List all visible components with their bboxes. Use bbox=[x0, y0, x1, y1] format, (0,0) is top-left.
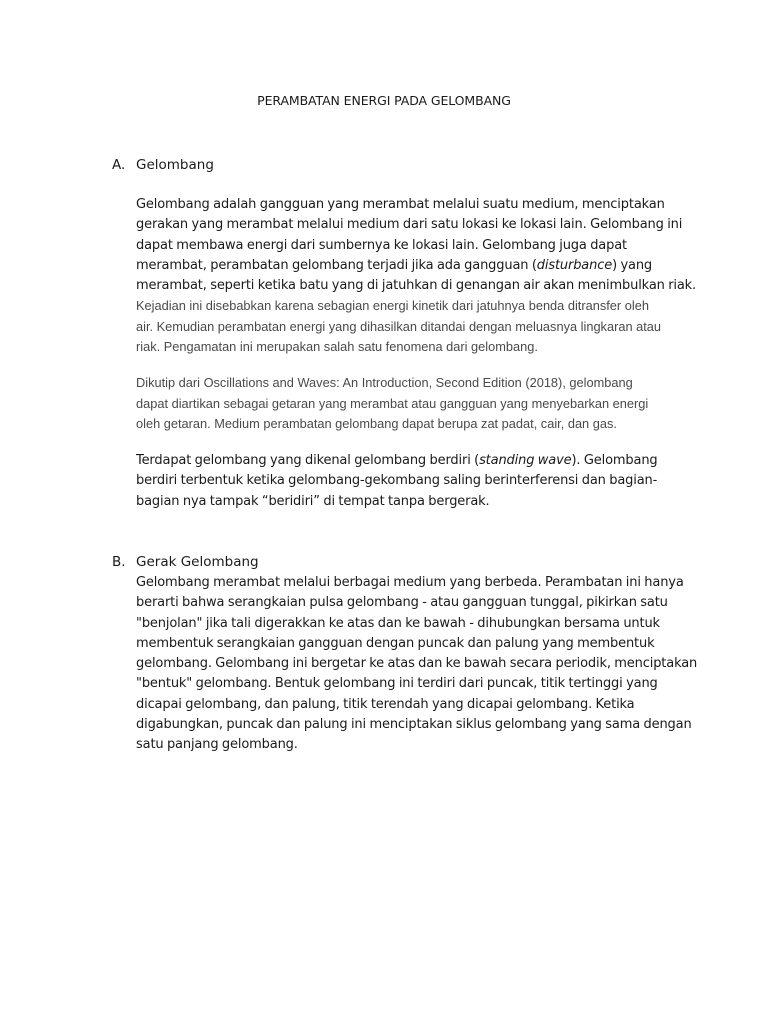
paragraph-line: dapat diartikan sebagai getaran yang merambat atau gangguan yang menyebarkan energi bbox=[136, 395, 649, 411]
paragraph-line: dapat membawa energi dari sumbernya ke lokasi lain. Gelombang juga dapat bbox=[136, 237, 627, 253]
paragraph-line: dicapai gelombang, dan palung, titik terendah yang dicapai gelombang. Ketika bbox=[136, 696, 635, 712]
document-title: PERAMBATAN ENERGI PADA GELOMBANG bbox=[257, 93, 511, 108]
section-a-letter: A. bbox=[112, 157, 126, 173]
paragraph-line: gelombang. Gelombang ini bergetar ke atas dan ke bawah secara periodik, menciptakan bbox=[136, 656, 698, 672]
paragraph-line-gray: Kejadian ini disebabkan karena sebagian energi kinetik dari jatuhnya benda ditransfer oleh bbox=[136, 298, 649, 314]
section-b-title: Gerak Gelombang bbox=[136, 554, 259, 570]
section-a-title: Gelombang bbox=[136, 157, 214, 173]
paragraph-line: "benjolan" jika tali digerakkan ke atas dan ke bawah - dihubungkan bersama untuk bbox=[136, 615, 660, 631]
section-a-paragraph-2 bbox=[136, 373, 676, 435]
paragraph-line: bagian nya tampak “beridiri” di tempat tanpa bergerak. bbox=[136, 493, 490, 509]
paragraph-line: "bentuk" gelombang. Bentuk gelombang ini terdiri dari puncak, titik tertinggi yang bbox=[136, 676, 658, 692]
section-b-letter: B. bbox=[112, 554, 126, 570]
paragraph-line: satu panjang gelombang. bbox=[136, 737, 298, 753]
section-a-heading bbox=[112, 157, 214, 173]
paragraph-line-gray: air. Kemudian perambatan energi yang dihasilkan ditandai dengan meluasnya lingkaran atau bbox=[136, 318, 662, 334]
paragraph-line: membentuk serangkaian gangguan dengan puncak dan palung yang membentuk bbox=[136, 635, 655, 651]
text-fragment: merambat, perambatan gelombang terjadi jika ada gangguan ( bbox=[136, 257, 537, 273]
paragraph-line: berarti bahwa serangkaian pulsa gelombang - atau gangguan tunggal, pikirkan satu bbox=[136, 595, 668, 611]
text-fragment: ). Gelombang bbox=[571, 453, 658, 468]
section-a-paragraph-3 bbox=[136, 451, 676, 512]
paragraph-line: Dikutip dari Oscillations and Waves: An Introduction, Second Edition (2018), gelombang bbox=[136, 375, 633, 390]
paragraph-line: Gelombang merambat melalui berbagai medium yang berbeda. Perambatan ini hanya bbox=[136, 575, 684, 590]
section-a-paragraph-1 bbox=[136, 195, 697, 357]
section-b-paragraph-1 bbox=[136, 573, 698, 756]
paragraph-line bbox=[136, 256, 676, 276]
paragraph-line: merambat, seperti ketika batu yang di jatuhkan di genangan air akan menimbulkan riak. bbox=[136, 278, 697, 294]
paragraph-line: Gelombang adalah gangguan yang merambat melalui suatu medium, menciptakan bbox=[136, 197, 665, 212]
paragraph-line: digabungkan, puncak dan palung ini menciptakan siklus gelombang yang sama dengan bbox=[136, 717, 692, 733]
section-b-heading bbox=[112, 554, 259, 570]
paragraph-line-gray: riak. Pengamatan ini merupakan salah satu fenomena dari gelombang. bbox=[136, 339, 538, 355]
italic-term-standing-wave: standing wave bbox=[479, 453, 572, 468]
text-fragment: ) yang bbox=[612, 257, 653, 273]
italic-term-disturbance: disturbance bbox=[536, 257, 613, 273]
paragraph-line: gerakan yang merambat melalui medium dari satu lokasi ke lokasi lain. Gelombang ini bbox=[136, 217, 683, 233]
paragraph-line: oleh getaran. Medium perambatan gelombang dapat berupa zat padat, cair, dan gas. bbox=[136, 416, 617, 431]
text-fragment: Terdapat gelombang yang dikenal gelombang berdiri ( bbox=[136, 453, 480, 468]
paragraph-line: berdiri terbentuk ketika gelombang-gekombang saling berinterferensi dan bagian- bbox=[136, 473, 658, 489]
paragraph-line bbox=[136, 451, 676, 471]
